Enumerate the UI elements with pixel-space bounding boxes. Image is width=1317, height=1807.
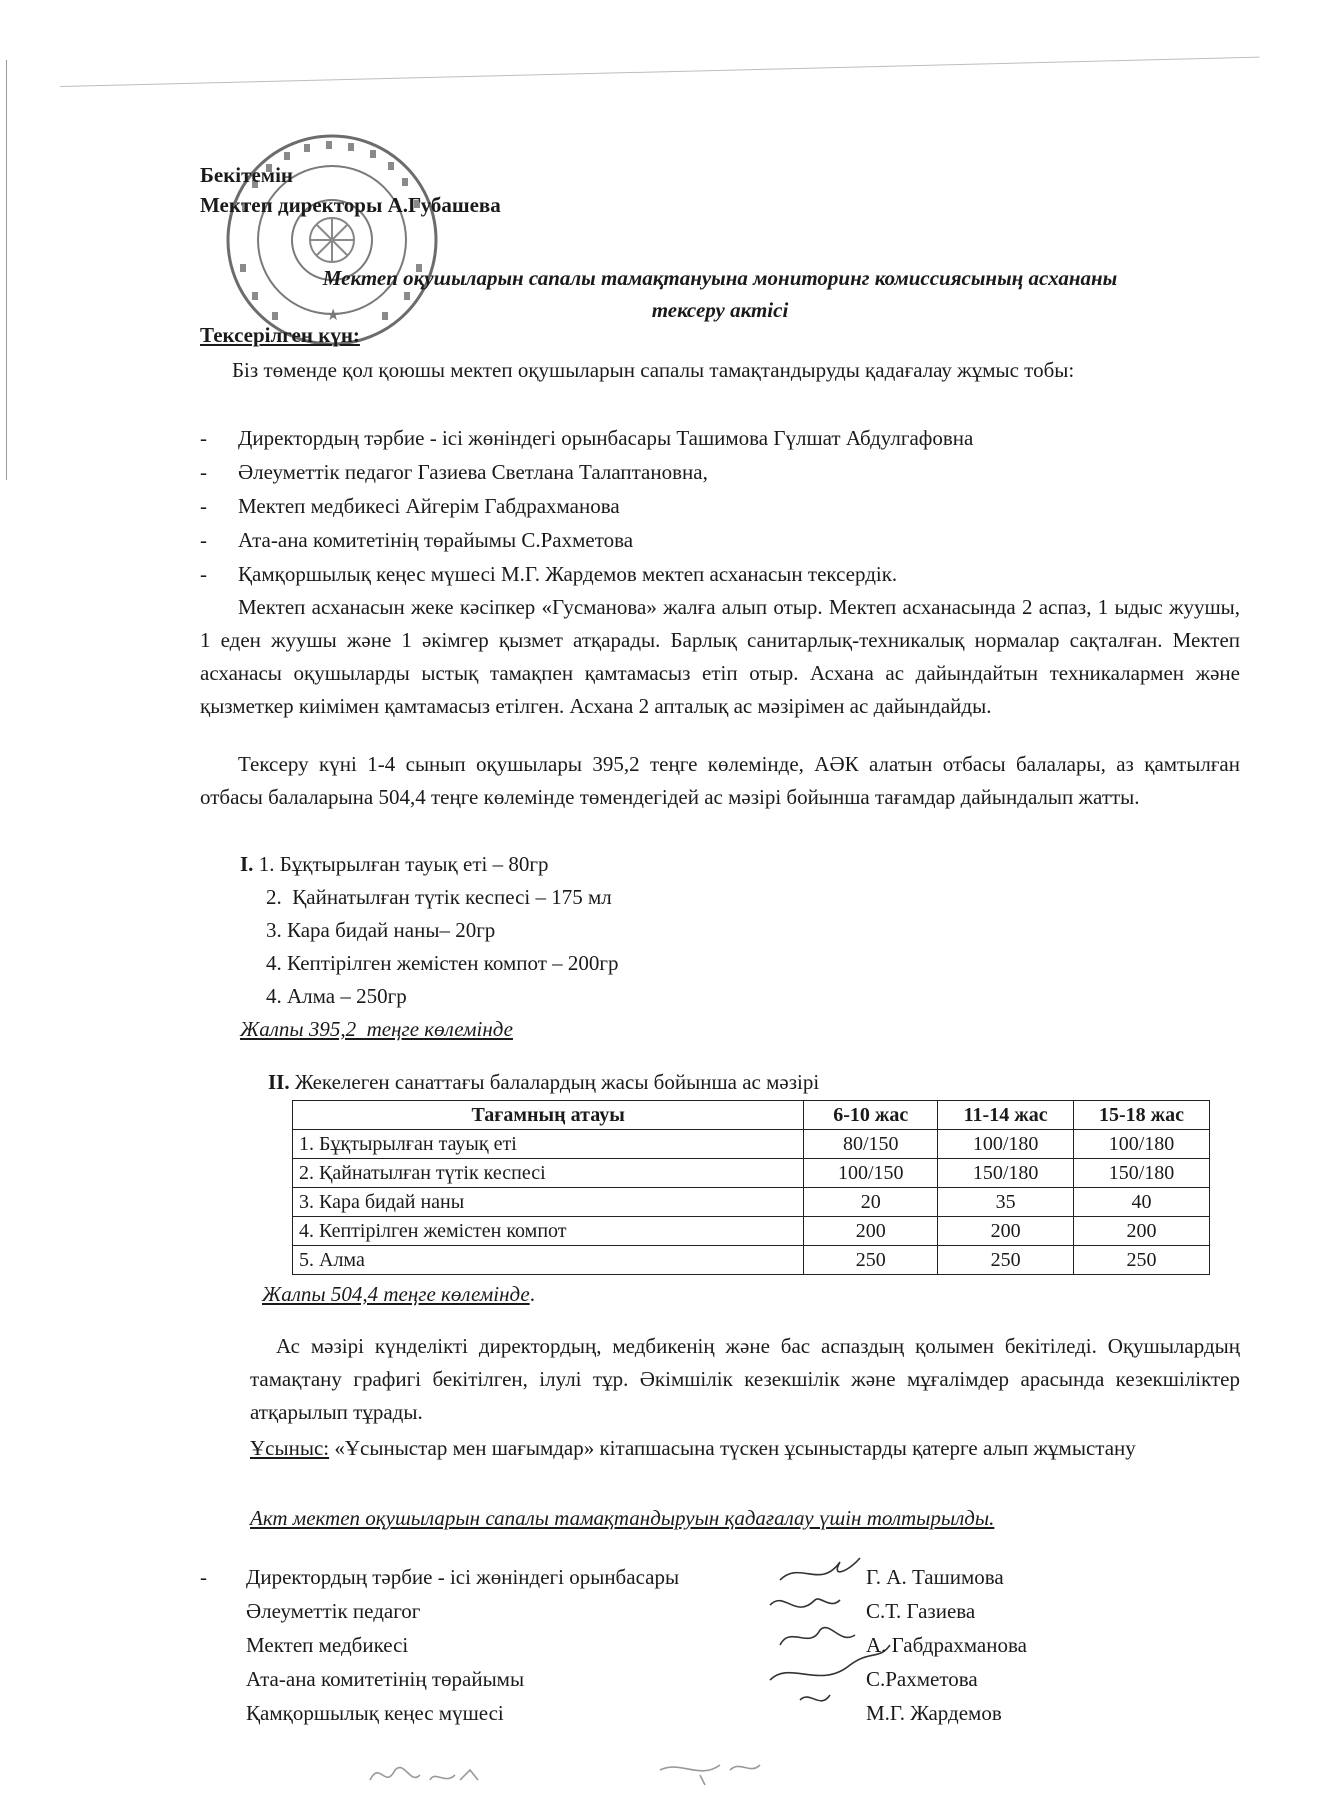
menu-one-item: I. 1. Бұқтырылған тауық еті – 80гр xyxy=(240,852,549,876)
header-age-11-14: 11-14 жас xyxy=(938,1101,1074,1130)
menu-two-title: II. Жекелеген санаттағы балалардың жасы бойынша ас мәзірі xyxy=(268,1070,820,1094)
table-row: 3. Кара бидай наны 20 35 40 xyxy=(293,1188,1210,1217)
menu-one-item: 4. Кептірілген жемістен компот – 200гр xyxy=(266,951,619,975)
inspection-date-label: Тексерілген күн: xyxy=(200,323,360,347)
member-text: Мектеп медбикесі Айгерім Габдрахманова xyxy=(238,494,620,518)
signature-row: Ата-ана комитетінің төрайымы С.Рахметова xyxy=(246,1667,978,1691)
member-item: - Директордың тәрбие - ісі жөніндегі орынбасары Ташимова Гүлшат Абдулгафовна xyxy=(200,421,1240,455)
approval-routine-paragraph: Ас мәзірі күнделікті директордың, медбикенің және бас аспаздың қолымен бекітіледі. Оқушылардың тамақтану графигі бекітілген, ілулі тұр. Әкімшілік кезекшілік және мұғалімдер арасында кезекшіліктер атқарылып тұрады. xyxy=(250,1334,1240,1424)
menu-one-total: Жалпы 395,2 теңге көлемінде xyxy=(240,1017,513,1041)
document-title xyxy=(200,262,1240,326)
menu-one xyxy=(240,848,619,1046)
member-text: Ата-ана комитетінің төрайымы С.Рахметова xyxy=(238,528,634,552)
check-day-paragraph: Тексеру күні 1-4 сынып оқушылары 395,2 теңге көлемінде, АӘК алатын отбасы балалары, аз қамтылған отбасы балаларына 504,4 теңге көлемінде төмендегідей ас мәзірі бойынша тағамдар дайындалып жатты. xyxy=(200,752,1240,809)
member-text: Директордың тәрбие - ісі жөніндегі орынбасары Ташимова Гүлшат Абдулгафовна xyxy=(238,426,974,450)
signature-row: Мектеп медбикесі А. Габдрахманова xyxy=(246,1633,1027,1657)
menu-one-item: 3. Кара бидай наны– 20гр xyxy=(266,918,496,942)
title-line1: Мектеп оқушыларын сапалы тамақтануына мониторинг комиссиясының асхананы xyxy=(322,266,1118,290)
table-row: 5. Алма 250 250 250 xyxy=(293,1246,1210,1275)
approval-line2: Мектеп директоры А.Губашева xyxy=(200,193,501,217)
suggestion-paragraph xyxy=(250,1432,1240,1465)
menu-two-total: Жалпы 504,4 теңге көлемінде. xyxy=(262,1282,535,1306)
act-note: Акт мектеп оқушыларын сапалы тамақтандыруын қадағалау үшін толтырылды. xyxy=(250,1506,995,1530)
signature-block xyxy=(200,1560,1240,1730)
commission-members xyxy=(200,421,1240,591)
svg-text:★: ★ xyxy=(326,305,341,324)
menu-two-roman: II. xyxy=(268,1070,290,1094)
table-row: 1. Бұқтырылған тауық еті 80/150 100/180 100/180 xyxy=(293,1130,1210,1159)
menu-one-roman: I. xyxy=(240,852,254,876)
canteen-paragraph: Мектеп асханасын жеке кәсіпкер «Гусманова» жалға алып отыр. Мектеп асханасында 2 аспаз, 1 ыдыс жуушы, 1 еден жуушы және 1 әкімгер қызмет атқарады. Барлық санитарлық-техникалық нормалар сақталған. Мектеп асханасы оқушыларды ыстық тамақпен қамтамасыз етіп отыр. Асхана ас дайындайтын техникалармен және қызметкер киімімен қамтамасыз етілген. Асхана 2 апталық ас мәзірімен ас дайындайды. xyxy=(200,595,1240,718)
signature-row: Қамқоршылық кеңес мүшесі М.Г. Жардемов xyxy=(246,1701,1002,1725)
approval-line1: Бекітемін xyxy=(200,163,294,187)
suggestion-text: «Ұсыныстар мен шағымдар» кітапшасына түскен ұсыныстарды қатерге алып жұмыстану xyxy=(329,1436,1136,1460)
member-item: - Әлеуметтік педагог Газиева Светлана Талаптановна, xyxy=(200,455,1240,489)
approval-block xyxy=(200,160,501,220)
member-text: Әлеуметтік педагог Газиева Светлана Талаптановна, xyxy=(238,460,708,484)
menu-one-item: 2. Қайнатылған түтік кеспесі – 175 мл xyxy=(266,885,612,909)
menu-one-item: 4. Алма – 250гр xyxy=(266,984,407,1008)
scan-line xyxy=(60,57,1260,87)
header-age-15-18: 15-18 жас xyxy=(1074,1101,1210,1130)
age-menu-table xyxy=(292,1100,1210,1275)
header-dish: Тағамның атауы xyxy=(293,1101,804,1130)
table-row: 4. Кептірілген жемістен компот 200 200 200 xyxy=(293,1217,1210,1246)
signature-row: - Директордың тәрбие - ісі жөніндегі орынбасары Г. А. Ташимова xyxy=(200,1565,1004,1589)
faded-handwriting xyxy=(360,1740,820,1800)
member-item: - Мектеп медбикесі Айгерім Габдрахманова xyxy=(200,489,1240,523)
member-text: Қамқоршылық кеңес мүшесі М.Г. Жардемов мектеп асханасын тексердік. xyxy=(238,562,898,586)
suggestion-label: Ұсыныс: xyxy=(250,1436,330,1460)
scan-edge xyxy=(6,60,7,480)
signature-row: Әлеуметтік педагог С.Т. Газиева xyxy=(246,1599,976,1623)
table-row: 2. Қайнатылған түтік кеспесі 100/150 150/180 150/180 xyxy=(293,1159,1210,1188)
table-header-row xyxy=(293,1101,1210,1130)
header-age-6-10: 6-10 жас xyxy=(804,1101,938,1130)
member-item: - Ата-ана комитетінің төрайымы С.Рахметова xyxy=(200,523,1240,557)
title-line2: тексеру актісі xyxy=(651,298,789,322)
intro-paragraph: Біз төменде қол қоюшы мектеп оқушыларын сапалы тамақтандыруды қадағалау жұмыс тобы: xyxy=(232,358,1075,382)
member-item: - Қамқоршылық кеңес мүшесі М.Г. Жардемов мектеп асханасын тексердік. xyxy=(200,557,1240,591)
